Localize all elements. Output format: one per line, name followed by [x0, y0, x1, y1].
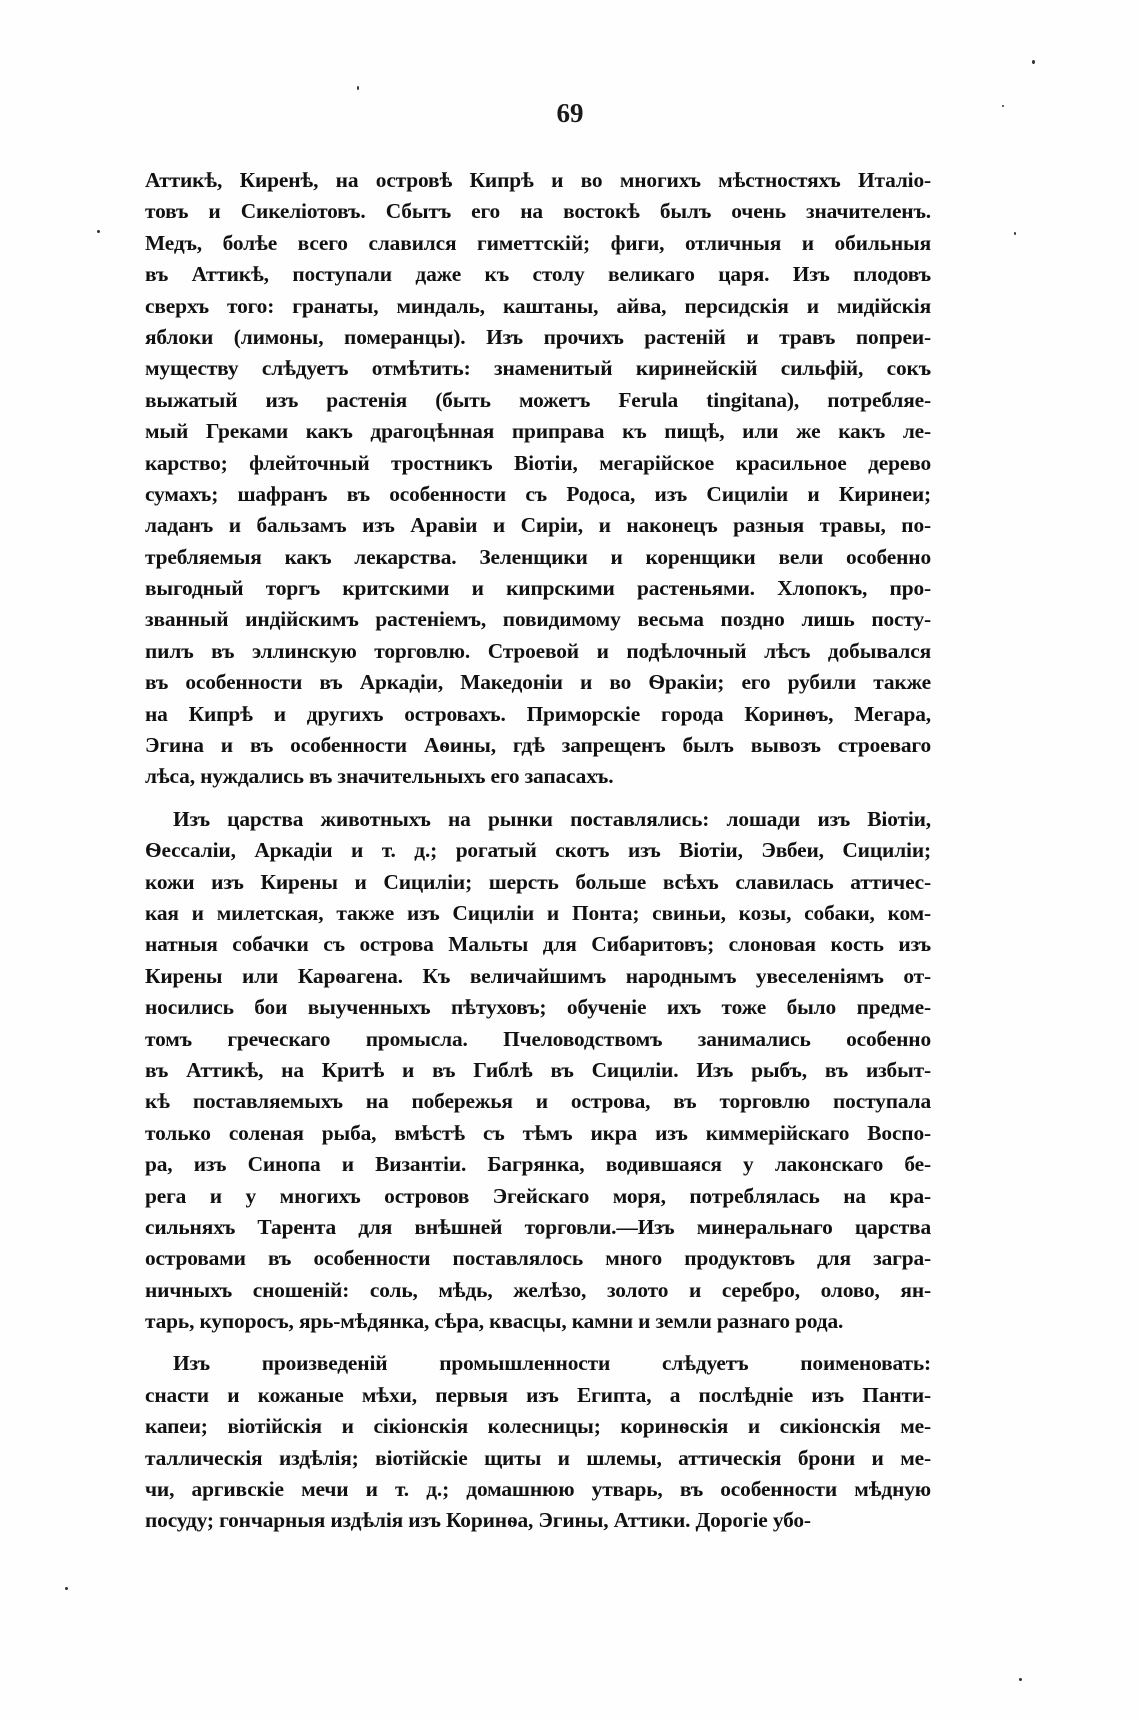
text-line: въ Аттикѣ, на Критѣ и въ Гиблѣ въ Сициліи. Изъ рыбъ, въ избыт- — [145, 1057, 931, 1082]
text-line: снасти и кожаные мѣхи, первыя изъ Египта, а послѣдніе изъ Панти- — [145, 1382, 931, 1407]
text-line: сверхъ того: гранаты, миндаль, каштаны, айва, персидскія и мидійскія — [145, 293, 931, 318]
text-line: таллическія издѣлія; віотійскіе щиты и шлемы, аттическія брони и ме- — [145, 1445, 931, 1470]
text-line: Эгина и въ особенности Аѳины, гдѣ запрещенъ былъ вывозъ строеваго — [145, 733, 931, 758]
paragraph — [145, 1348, 931, 1536]
text-line: носились бои выученныхъ пѣтуховъ; обученіе ихъ тоже было предме- — [145, 995, 931, 1020]
text-line: сумахъ; шафранъ въ особенности съ Родоса, изъ Сициліи и Киринеи; — [145, 481, 931, 506]
scan-speck — [1002, 105, 1004, 107]
scan-speck — [1014, 232, 1016, 235]
body-text — [145, 165, 931, 1548]
text-line: сильняхъ Тарента для внѣшней торговли.—Изъ минеральнаго царства — [145, 1214, 931, 1239]
text-line: только соленая рыба, вмѣстѣ съ тѣмъ икра изъ киммерійскаго Воспо- — [145, 1120, 931, 1145]
text-line: въ особенности въ Аркадіи, Македоніи и во Ѳракіи; его рубили также — [145, 670, 931, 695]
text-line: капеи; віотійскія и сікіонскія колесницы; коринѳскія и сикіонскія ме- — [145, 1414, 931, 1439]
text-line: Аттикѣ, Киренѣ, на островѣ Кипрѣ и во многихъ мѣстностяхъ Италіо- — [145, 168, 931, 192]
text-line: посуду; гончарныя издѣлія изъ Коринѳа, Эгины, Аттики. Дорогіе убо- — [145, 1508, 811, 1533]
text-line: Кирены или Карѳагена. Къ величайшимъ народнымъ увеселеніямъ от- — [145, 963, 931, 988]
text-line: мый Греками какъ драгоцѣнная приправа къ пищѣ, или же какъ ле- — [145, 419, 931, 444]
text-line: на Кипрѣ и другихъ островахъ. Приморскіе города Коринѳъ, Мегара, — [145, 701, 931, 726]
scan-speck — [1019, 1678, 1022, 1681]
text-line: требляемыя какъ лекарства. Зеленщики и коренщики вели особенно — [145, 544, 931, 569]
page-number: 69 — [556, 98, 584, 128]
text-line: товъ и Сикеліотовъ. Сбытъ его на востокѣ былъ очень значителенъ. — [145, 199, 931, 224]
text-line: Изъ произведеній промышленности слѣдуетъ поименовать: — [173, 1351, 931, 1376]
text-line: островами въ особенности поставлялось много продуктовъ для загра- — [145, 1246, 931, 1271]
text-line: яблоки (лимоны, померанцы). Изъ прочихъ растеній и травъ попреи- — [145, 324, 931, 349]
paragraph — [145, 804, 931, 1338]
text-line: кожи изъ Кирены и Сициліи; шерсть больше всѣхъ славилась аттичес- — [145, 869, 931, 894]
text-line: Медъ, болѣе всего славился гиметтскій; фиги, отличныя и обильныя — [145, 230, 931, 255]
text-line: муществу слѣдуетъ отмѣтить: знаменитый киринейскій сильфій, сокъ — [145, 356, 931, 381]
scan-speck — [357, 86, 359, 90]
scan-speck — [65, 1587, 68, 1590]
text-line: выжатый изъ растенія (быть можетъ Ferula tingitana), потребляе- — [145, 387, 931, 412]
text-line: лѣса, нуждались въ значительныхъ его запасахъ. — [145, 764, 614, 789]
text-line: Изъ царства животныхъ на рынки поставлялись: лошади изъ Віотіи, — [173, 806, 931, 831]
text-line: ра, изъ Синопа и Византіи. Багрянка, водившаяся у лаконскаго бе- — [145, 1152, 931, 1177]
text-line: ладанъ и бальзамъ изъ Аравіи и Сиріи, и наконецъ разныя травы, по- — [145, 513, 931, 538]
text-line: карство; флейточный тростникъ Віотіи, мегарійское красильное дерево — [145, 450, 931, 475]
text-line: натныя собачки съ острова Мальты для Сибаритовъ; слоновая кость изъ — [145, 932, 931, 957]
text-line: рега и у многихъ островов Эгейскаго моря, потреблялась на кра- — [145, 1183, 931, 1208]
text-line: въ Аттикѣ, поступали даже къ столу великаго царя. Изъ плодовъ — [145, 262, 931, 287]
text-line: званный индійскимъ растеніемъ, повидимому весьма поздно лишь посту- — [145, 607, 931, 632]
text-line: кѣ поставляемыхъ на побережья и острова, въ торговлю поступала — [145, 1089, 931, 1114]
paragraph — [145, 165, 931, 793]
text-line: выгодный торгъ критскими и кипрскими растеньями. Хлопокъ, про- — [145, 576, 931, 601]
text-line: кая и милетская, также изъ Сициліи и Понта; свиньи, козы, собаки, ком- — [145, 900, 931, 925]
text-line: пилъ въ эллинскую торговлю. Строевой и подѣлочный лѣсъ добывался — [145, 638, 931, 663]
text-line: Ѳессаліи, Аркадіи и т. д.; рогатый скотъ изъ Віотіи, Эвбеи, Сициліи; — [145, 838, 931, 863]
text-line: тарь, купоросъ, ярь-мѣдянка, сѣра, квасцы, камни и земли разнаго рода. — [145, 1309, 844, 1334]
text-line: ничныхъ сношеній: соль, мѣдь, желѣзо, золото и серебро, олово, ян- — [145, 1277, 931, 1302]
text-line: чи, аргивскіе мечи и т. д.; домашнюю утварь, въ особенности мѣдную — [145, 1477, 931, 1502]
text-line: томъ греческаго промысла. Пчеловодствомъ занимались особенно — [145, 1026, 931, 1051]
scan-speck — [1032, 60, 1035, 64]
scan-speck — [97, 230, 100, 233]
